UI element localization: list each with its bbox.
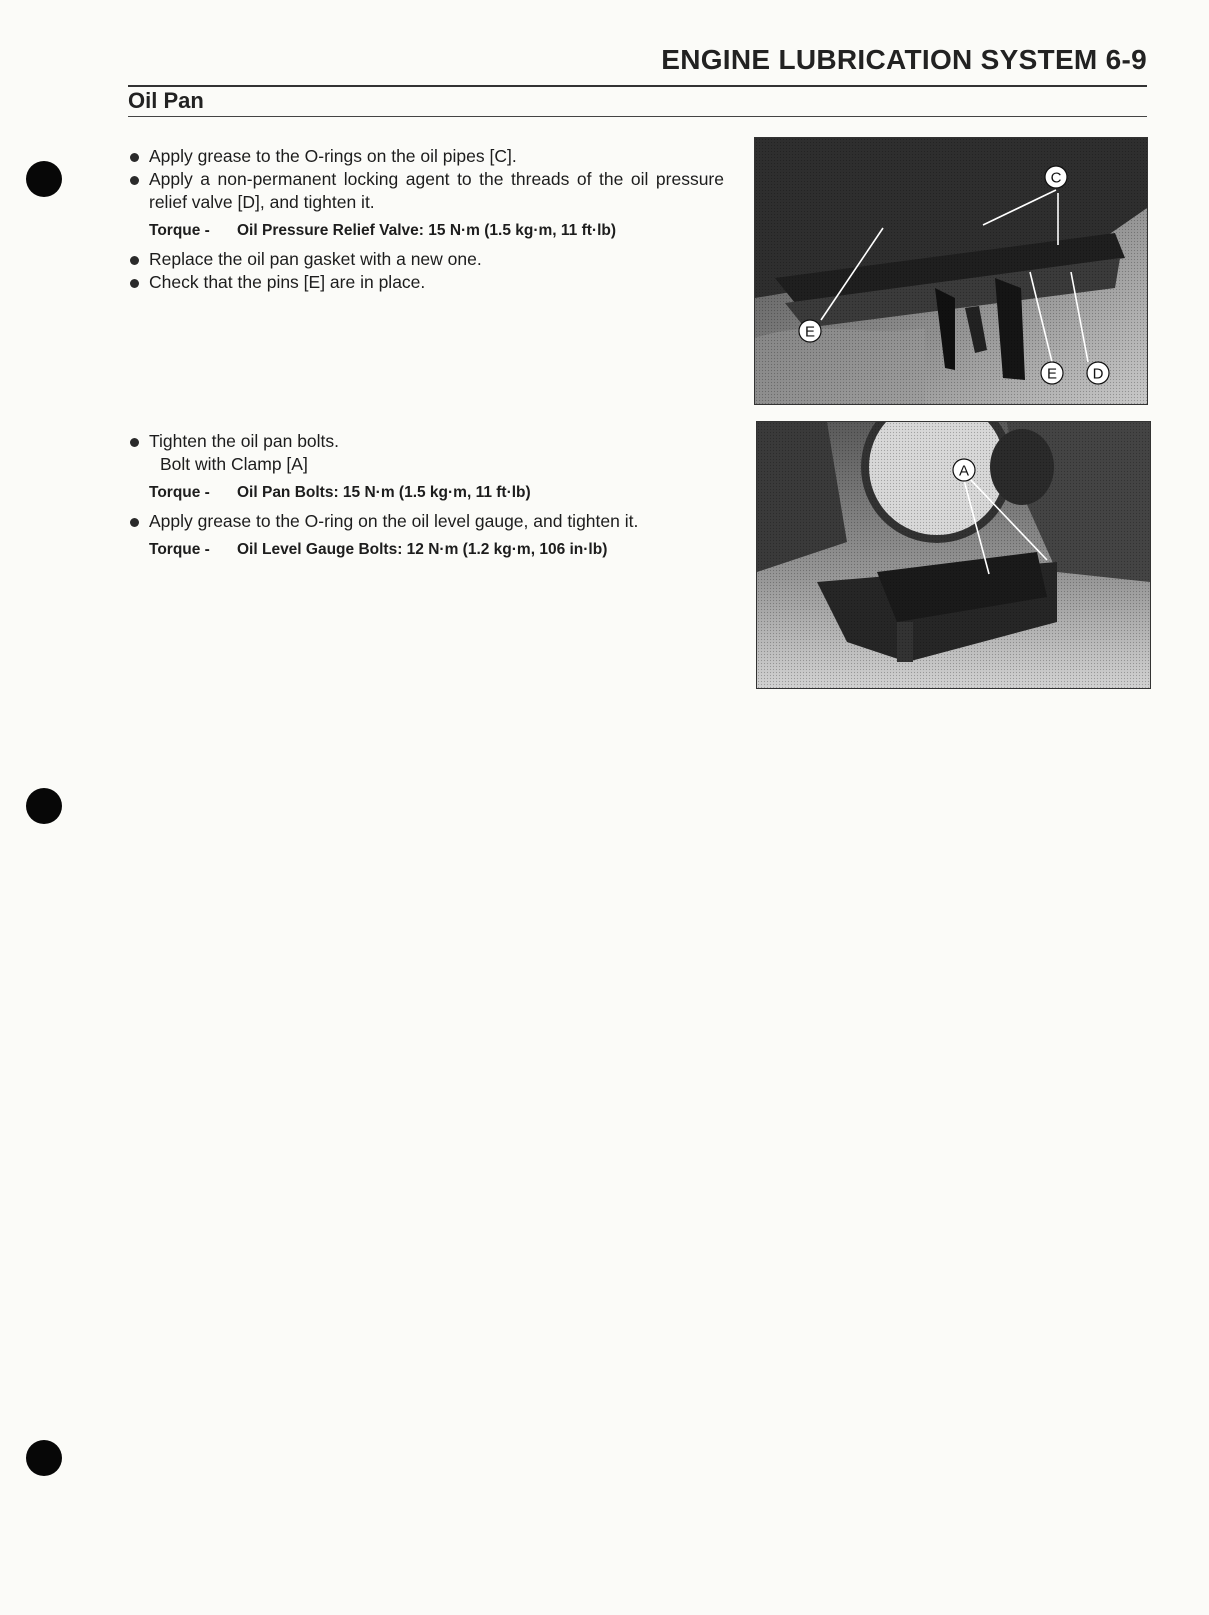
bullet-dot xyxy=(130,153,139,162)
torque-value: Oil Pan Bolts: 15 N·m (1.5 kg·m, 11 ft·lb) xyxy=(237,484,531,501)
list-item: Replace the oil pan gasket with a new one. xyxy=(128,248,724,271)
torque-spec xyxy=(128,482,724,504)
bullet-dot xyxy=(130,438,139,447)
torque-value: Oil Level Gauge Bolts: 12 N·m (1.2 kg·m, 106 in·lb) xyxy=(237,541,608,558)
torque-value: Oil Pressure Relief Valve: 15 N·m (1.5 kg·m, 11 ft·lb) xyxy=(237,222,617,239)
sub-item: Bolt with Clamp [A] xyxy=(160,454,308,474)
bullet-dot xyxy=(130,176,139,185)
page-header-title: ENGINE LUBRICATION SYSTEM 6-9 xyxy=(661,44,1147,75)
torque-label: Torque - xyxy=(149,222,210,239)
bullet-dot xyxy=(130,518,139,527)
section-title: Oil Pan xyxy=(128,88,204,113)
list-item: Apply grease to the O-ring on the oil level gauge, and tighten it. xyxy=(128,510,724,533)
section-rule xyxy=(128,116,1147,117)
callout-d: D xyxy=(1092,365,1104,383)
callout-e: E xyxy=(1046,365,1058,383)
header-rule xyxy=(128,85,1147,87)
photo-illustration xyxy=(755,138,1147,404)
binder-punch-hole-bottom xyxy=(26,1440,62,1476)
list-item: Apply grease to the O-rings on the oil pipes [C]. xyxy=(128,145,724,168)
bullet-dot xyxy=(130,279,139,288)
oil-pan-installed-photo xyxy=(754,137,1148,405)
callout-c: C xyxy=(1050,169,1062,187)
torque-label: Torque - xyxy=(149,541,210,558)
callout-e: E xyxy=(804,323,816,341)
binder-punch-hole-top xyxy=(26,161,62,197)
photo-illustration xyxy=(757,422,1150,688)
instruction-block-2 xyxy=(128,430,724,567)
torque-spec xyxy=(128,539,724,561)
torque-spec xyxy=(128,220,724,242)
binder-punch-hole-middle xyxy=(26,788,62,824)
bullet-dot xyxy=(130,256,139,265)
list-item: Apply a non-permanent locking agent to the threads of the oil pressure relief valve [D], and tighten it. xyxy=(128,168,724,214)
oil-pan-bolts-photo xyxy=(756,421,1151,689)
torque-label: Torque - xyxy=(149,484,210,501)
instruction-block-1 xyxy=(128,145,724,294)
list-item: Tighten the oil pan bolts. xyxy=(128,430,724,453)
callout-a: A xyxy=(958,462,970,480)
list-item: Check that the pins [E] are in place. xyxy=(128,271,724,294)
